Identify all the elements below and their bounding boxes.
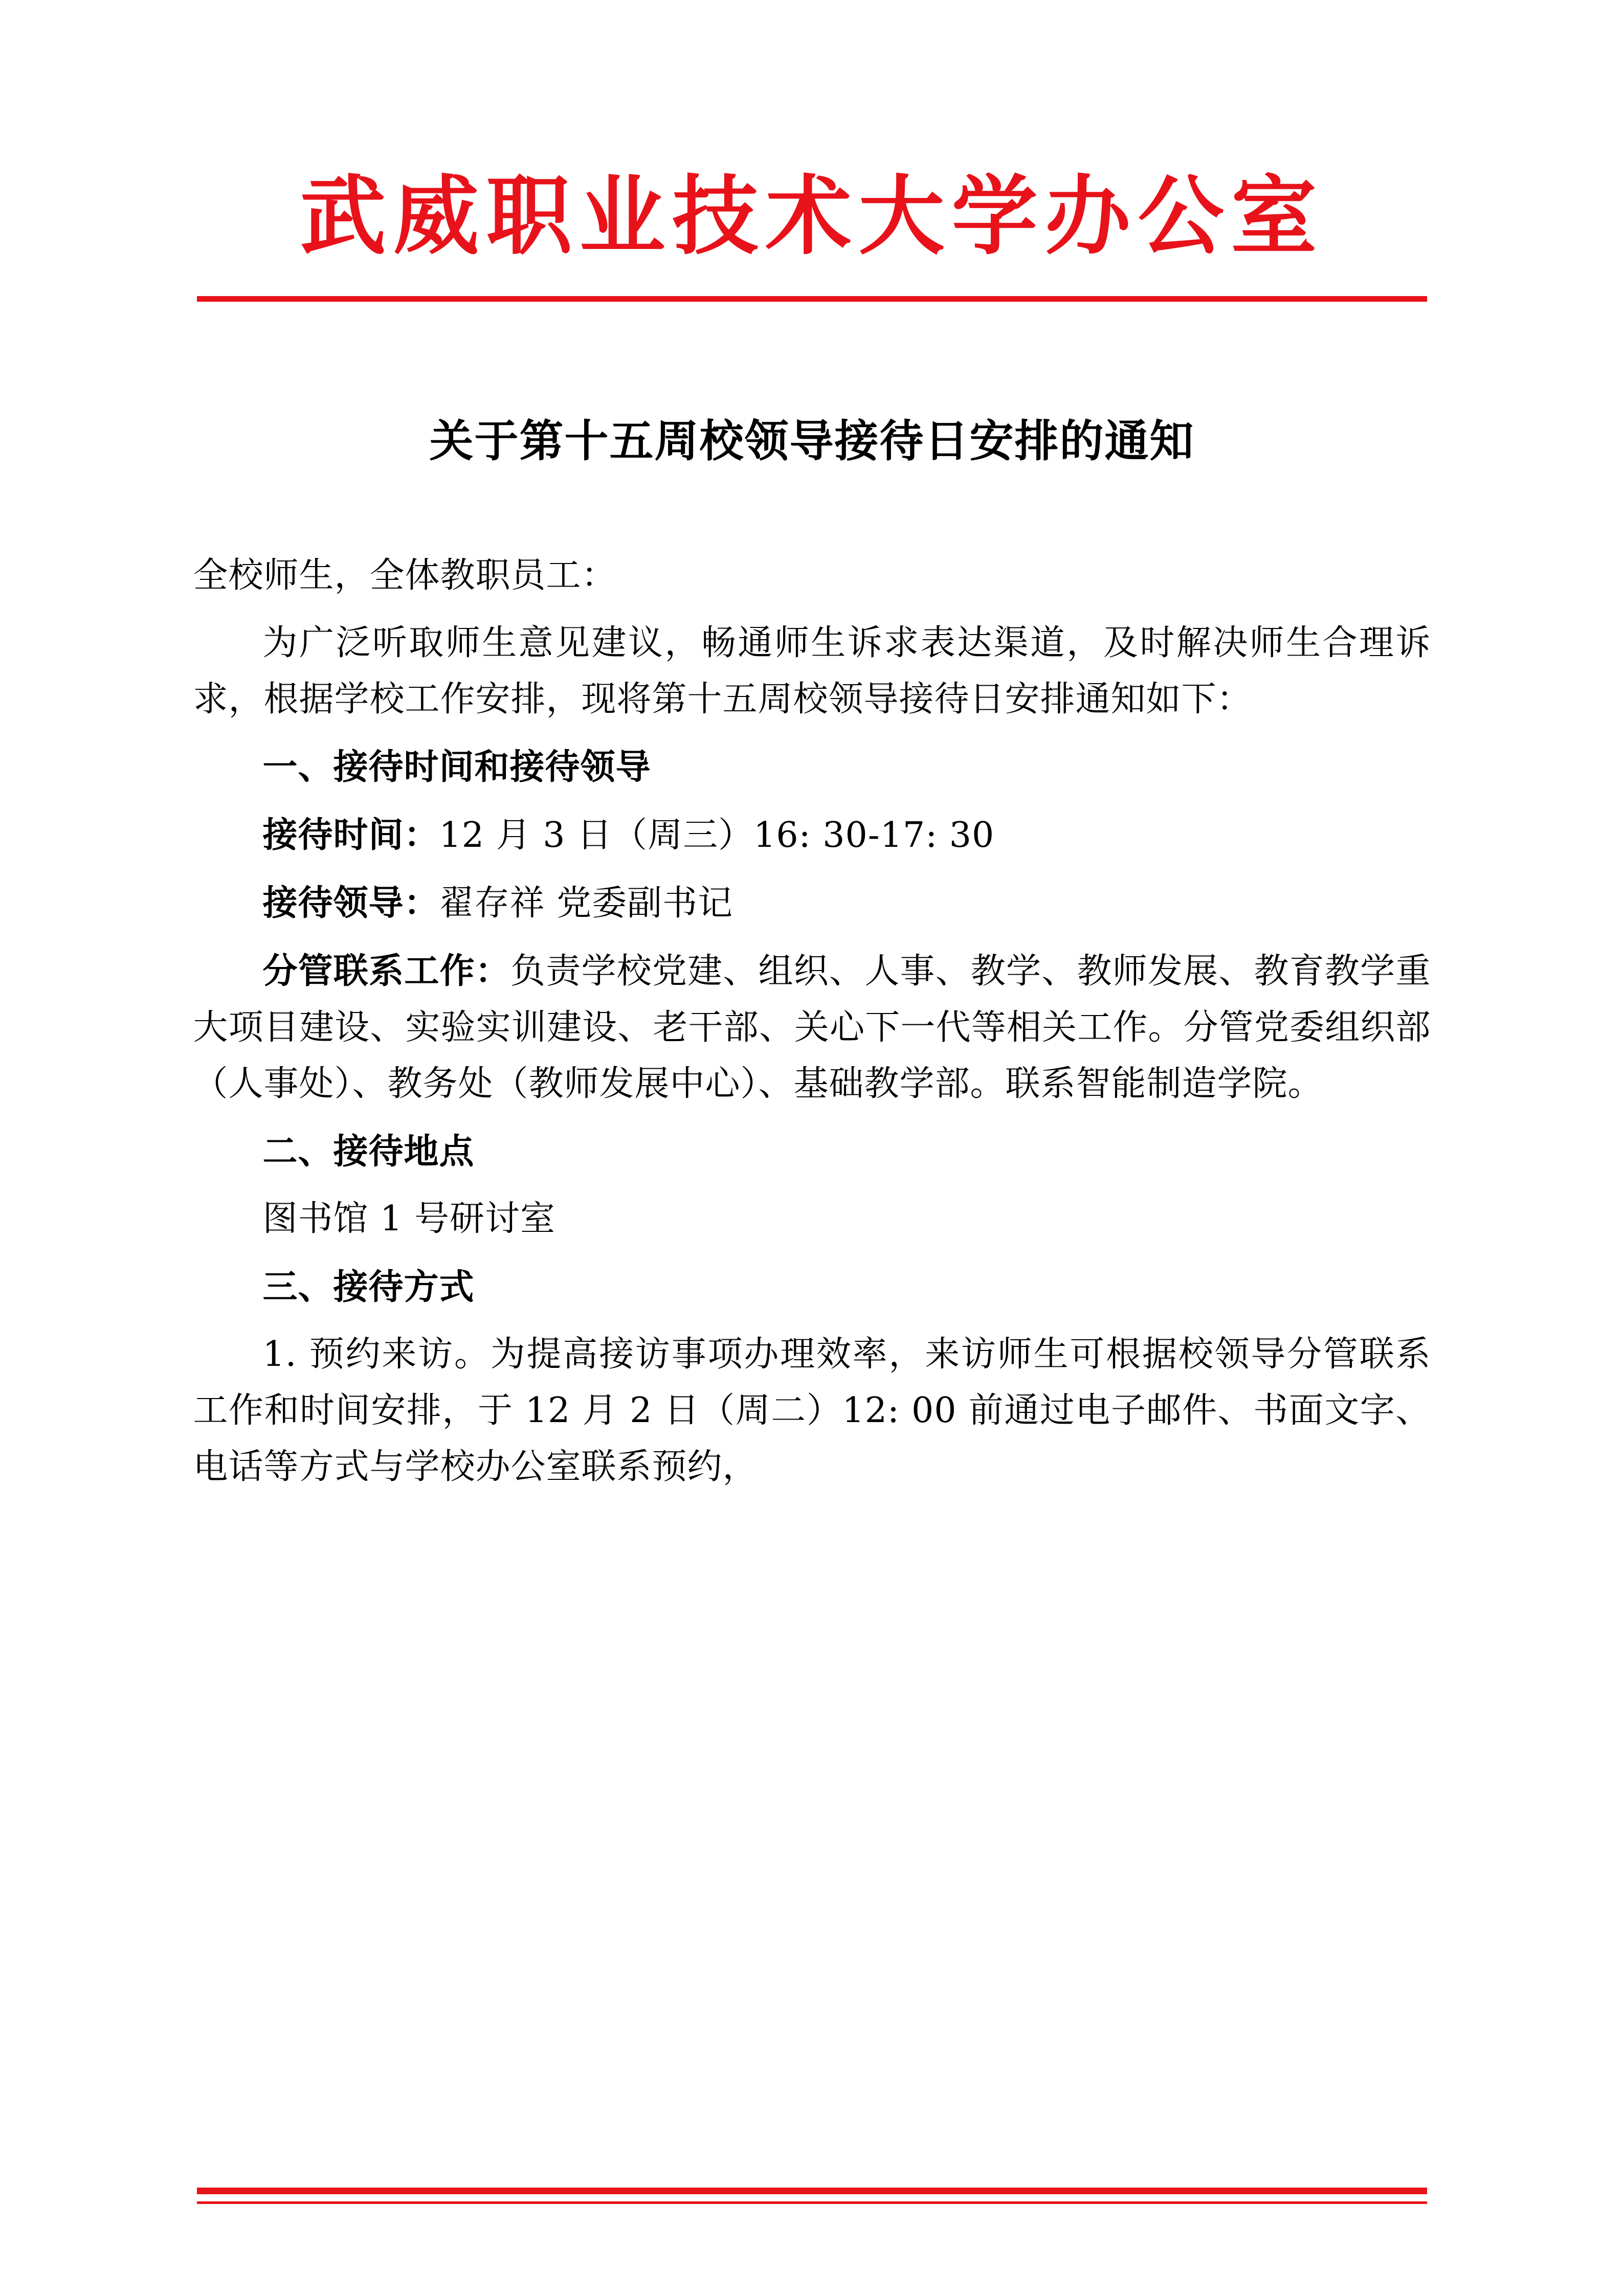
reception-time-value: 12 月 3 日（周三）16: 30-17: 30 [439, 815, 995, 856]
letterhead [0, 0, 1624, 302]
page-title: 关于第十五周校领导接待日安排的通知 [429, 415, 1195, 467]
intro-paragraph: 为广泛听取师生意见建议，畅通师生诉求表达渠道，及时解决师生合理诉求，根据学校工作安排，现将第十五周校领导接待日安排通知如下： [193, 623, 1431, 720]
section-two-heading: 二、接待地点 [262, 1131, 475, 1173]
reception-leader-label: 接待领导： [262, 882, 439, 924]
reception-time-label: 接待时间： [262, 814, 439, 856]
responsibility-value: 负责学校党建、组织、人事、教学、教师发展、教育教学重大项目建设、实验实训建设、老干部、关心下一代等相关工作。分管党委组织部（人事处）、教务处（教师发展中心）、基础教学部。联系智能制造学院。 [193, 951, 1431, 1105]
footer-divider-thin [197, 2201, 1427, 2204]
letterhead-divider [197, 296, 1427, 302]
method-item-one: 1. 预约来访。为提高接访事项办理效率，来访师生可根据校领导分管联系工作和时间安排，于 12 月 2 日（周二）12: 00 前通过电子邮件、书面文字、电话等方式与学校办公室联系预约， [193, 1334, 1431, 1488]
reception-leader-line [193, 875, 1431, 932]
responsibility-paragraph [193, 943, 1431, 1112]
footer-divider-group [0, 2188, 1624, 2204]
salutation: 全校师生，全体教职员工： [193, 555, 617, 596]
footer-divider-thick [197, 2188, 1427, 2194]
responsibility-label: 分管联系工作： [262, 950, 511, 992]
section-three-heading: 三、接待方式 [262, 1266, 475, 1308]
section-one-heading: 一、接待时间和接待领导 [262, 747, 651, 788]
reception-time-line [193, 807, 1431, 864]
location-value: 图书馆 1 号研讨室 [262, 1199, 555, 1240]
document-body [193, 471, 1431, 1495]
reception-leader-value: 翟存祥 党委副书记 [439, 883, 733, 924]
letterhead-organization: 武威职业技术大学办公室 [300, 165, 1324, 266]
